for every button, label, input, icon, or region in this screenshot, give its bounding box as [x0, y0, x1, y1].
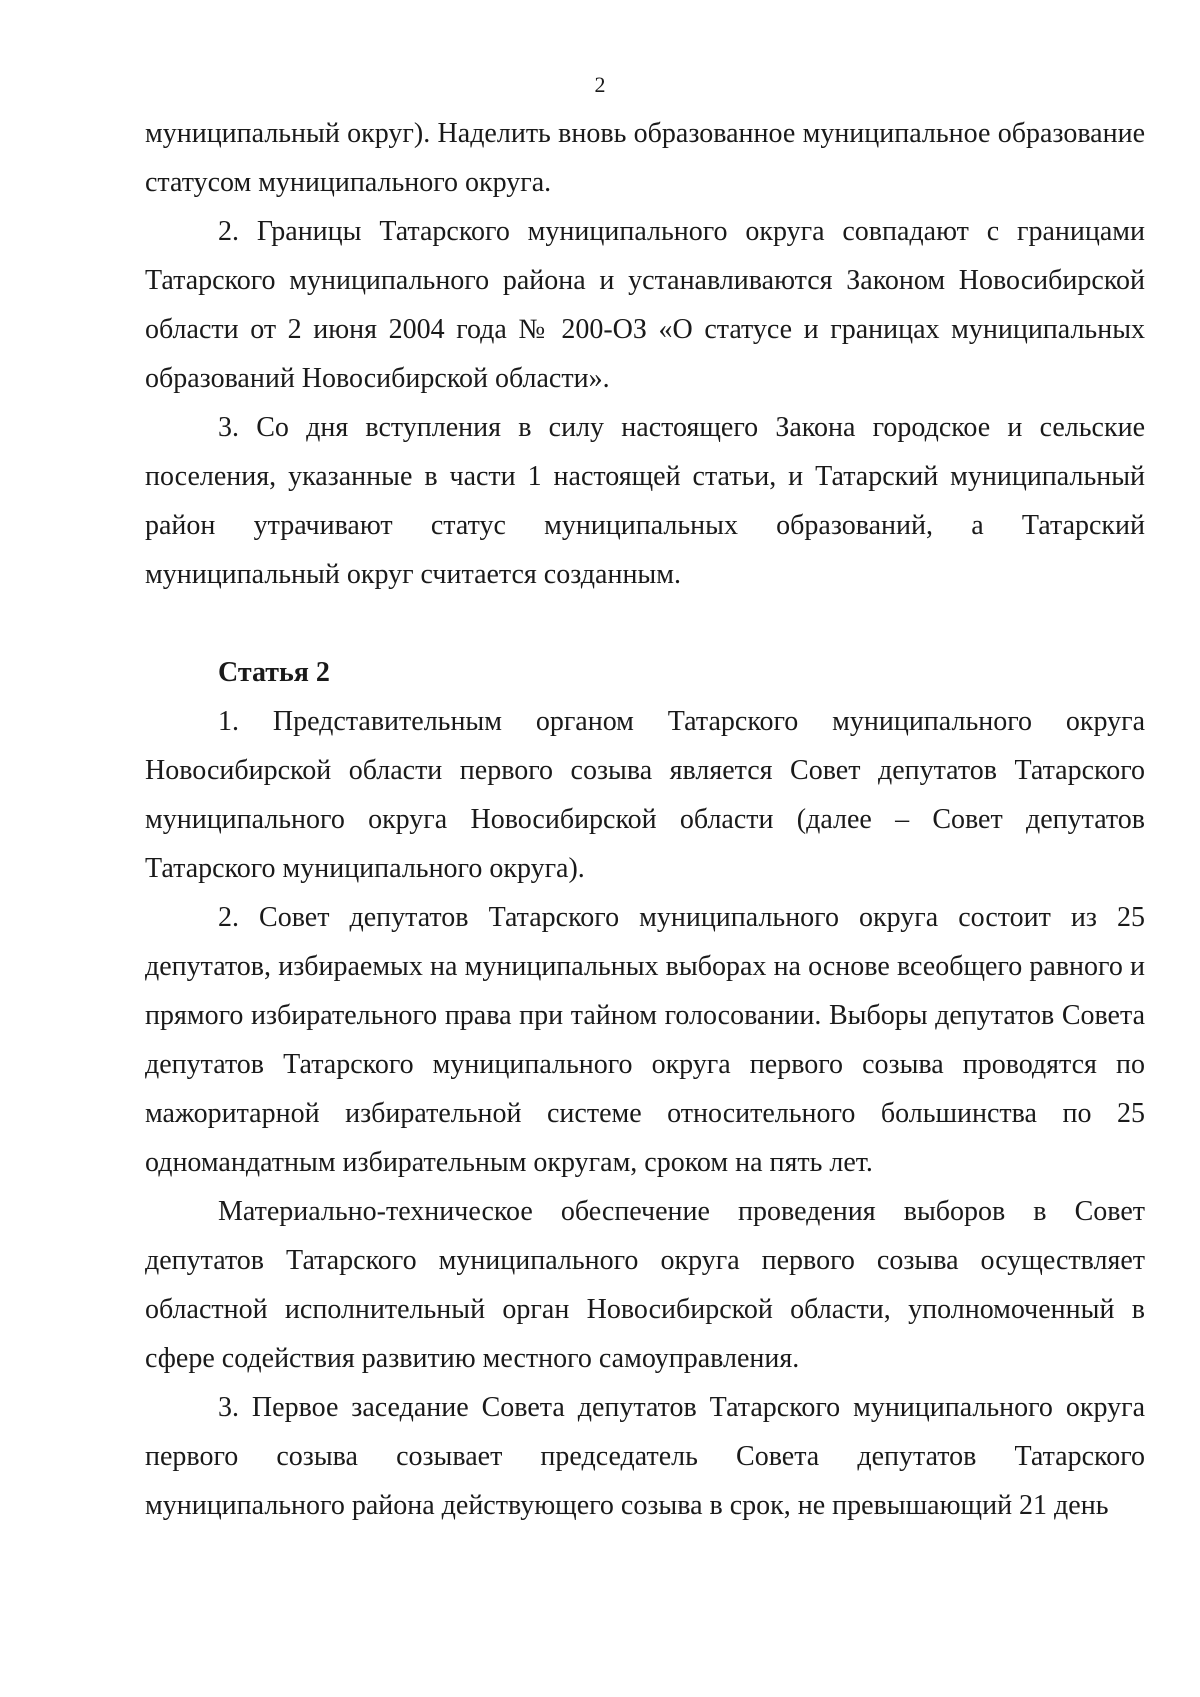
paragraph-article2-part1: 1. Представительным органом Татарского муниципального округа Новосибирской области первого созыва является Совет депутатов Татарского муниципального округа Новосибирской области (далее – Совет депутатов Татарского муниципального округа).	[145, 706, 1145, 884]
paragraph-article2-part2: 2. Совет депутатов Татарского муниципального округа состоит из 25 депутатов, избираемых на муниципальных выборах на основе всеобщего равного и прямого избирательного права при тайном голосовании. Выборы депутатов Совета депутатов Татарского муниципального округа первого созыва проводятся по мажоритарной избирательной системе относительного большинства по 25 одномандатным избирательным округам, сроком на пять лет.	[145, 902, 1145, 1178]
document-body	[145, 109, 1145, 1530]
page-number: 2	[594, 72, 606, 97]
paragraph-article1-part3: 3. Со дня вступления в силу настоящего Закона городское и сельские поселения, указанные в части 1 настоящей статьи, и Татарский муниципальный район утрачивают статус муниципальных образований, а Татарский муниципальный округ считается созданным.	[145, 412, 1145, 590]
article-heading: Статья 2	[218, 657, 330, 688]
section-spacer	[145, 599, 1145, 648]
paragraph-article2-part2-support: Материально-техническое обеспечение проведения выборов в Совет депутатов Татарского муниципального округа первого созыва осуществляет областной исполнительный орган Новосибирской области, уполномоченный в сфере содействия развитию местного самоуправления.	[145, 1196, 1145, 1374]
paragraph-article2-part3: 3. Первое заседание Совета депутатов Татарского муниципального округа первого созыва созывает председатель Совета депутатов Татарского муниципального района действующего созыва в срок, не превышающий 21 день	[145, 1392, 1145, 1521]
paragraph-continuation: муниципальный округ). Наделить вновь образованное муниципальное образование статусом муниципального округа.	[145, 118, 1145, 198]
paragraph-article1-part2: 2. Границы Татарского муниципального округа совпадают с границами Татарского муниципального района и устанавливаются Законом Новосибирской области от 2 июня 2004 года № 200-ОЗ «О статусе и границах муниципальных образований Новосибирской области».	[145, 216, 1145, 394]
